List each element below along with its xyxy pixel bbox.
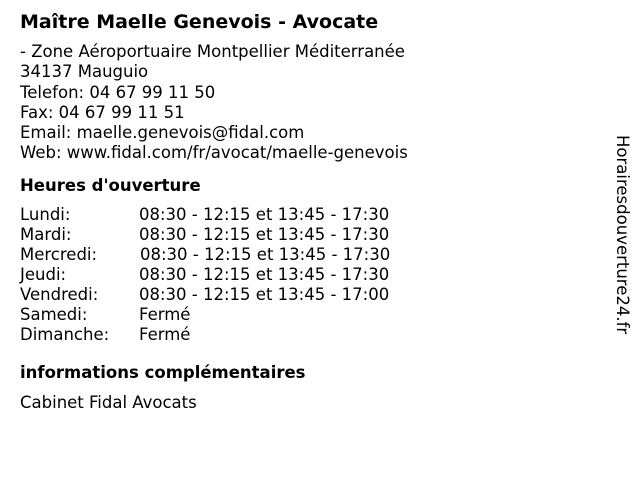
hours-row-mercredi (20, 245, 600, 265)
business-card (20, 10, 600, 413)
time-value: 08:30 - 12:15 et 13:45 - 17:30 (139, 265, 390, 285)
day-label: Mercredi: (20, 244, 98, 264)
email-line: Email: maelle.genevois@fidal.com (20, 123, 305, 143)
hours-row-vendredi (20, 285, 600, 305)
extra-info-text: Cabinet Fidal Avocats (20, 393, 197, 413)
time-value: 08:30 - 12:15 et 13:45 - 17:30 (140, 244, 391, 264)
time-value: Fermé (139, 305, 191, 325)
day-label: Dimanche: (20, 325, 110, 345)
phone-line: Telefon: 04 67 99 11 50 (20, 82, 216, 102)
time-value: 08:30 - 12:15 et 13:45 - 17:30 (139, 204, 390, 224)
hours-row-dimanche (20, 325, 600, 345)
watermark-text: Horairesdouverture24.fr (613, 135, 632, 335)
hours-table (20, 205, 600, 346)
time-value: Fermé (139, 325, 191, 345)
fax-line: Fax: 04 67 99 11 51 (20, 102, 185, 122)
hours-row-lundi (20, 205, 600, 225)
address-line-1: - Zone Aéroportuaire Montpellier Méditerranée (20, 42, 405, 61)
time-value: 08:30 - 12:15 et 13:45 - 17:00 (139, 285, 390, 305)
day-label: Samedi: (20, 305, 88, 325)
day-label: Jeudi: (20, 265, 67, 285)
hours-row-jeudi (20, 265, 600, 285)
day-label: Mardi: (20, 224, 72, 244)
hours-heading: Heures d'ouverture (20, 175, 201, 195)
page-title: Maître Maelle Genevois - Avocate (20, 11, 379, 33)
web-line: Web: www.fidal.com/fr/avocat/maelle-genevois (20, 143, 408, 163)
address-line-2: 34137 Mauguio (20, 62, 149, 82)
hours-row-mardi (20, 225, 600, 245)
day-label: Vendredi: (20, 285, 99, 305)
day-label: Lundi: (20, 204, 71, 224)
extra-info-heading: informations complémentaires (20, 363, 306, 383)
hours-row-samedi (20, 305, 600, 325)
time-value: 08:30 - 12:15 et 13:45 - 17:30 (139, 224, 390, 244)
contact-block (20, 42, 600, 164)
